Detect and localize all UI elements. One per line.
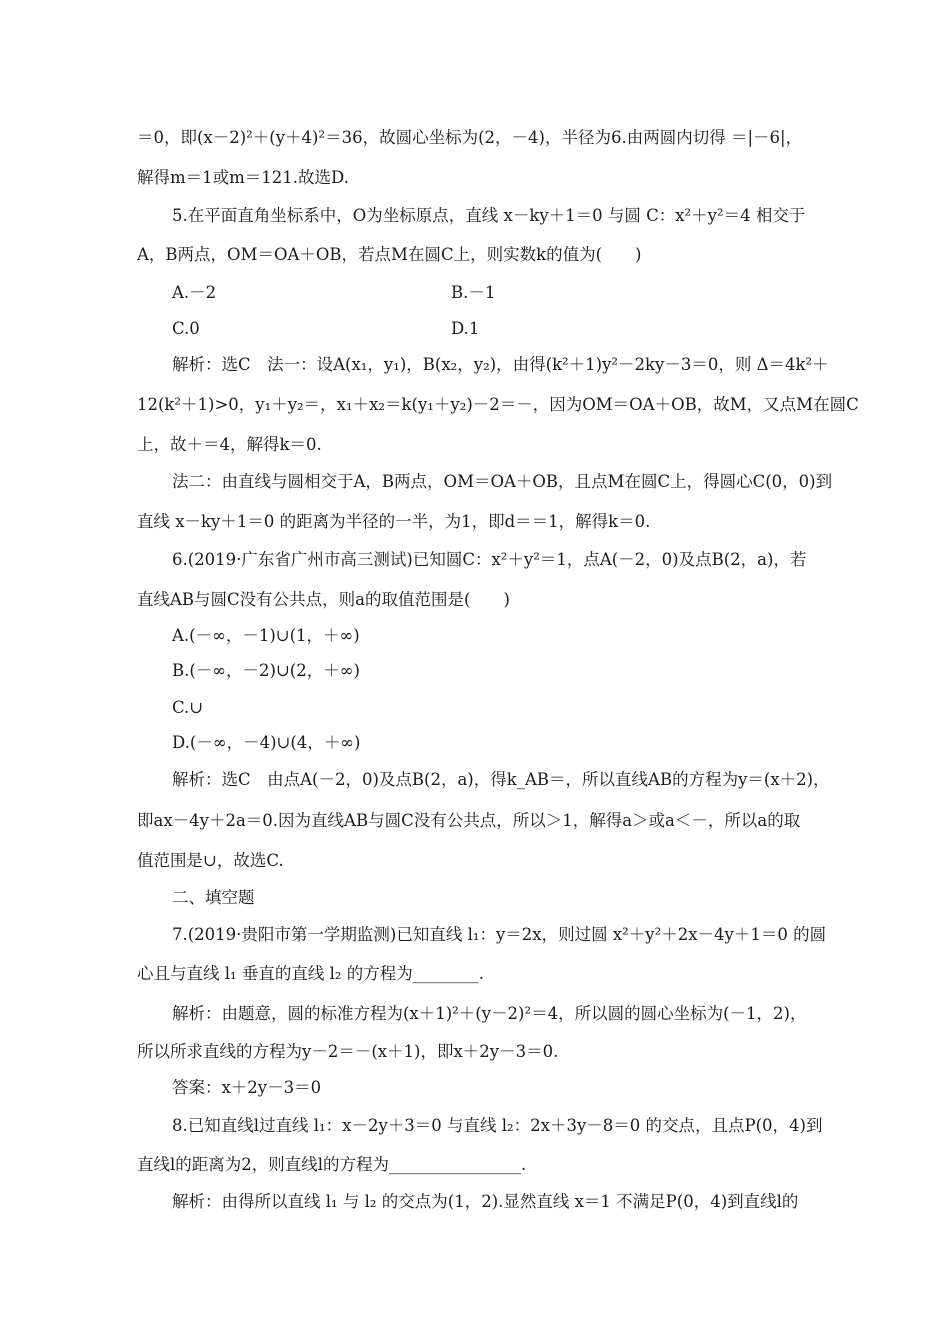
option-b: B.－1 <box>451 283 496 302</box>
solution-line: 法二：由直线与圆相交于A，B两点，OM＝OA＋OB，且点M在圆C上，得圆心C(0，0)到 <box>172 472 833 491</box>
option-d: D.1 <box>451 319 480 338</box>
section-heading: 二、填空题 <box>172 888 255 907</box>
option-a: A.(－∞，－1)∪(1，＋∞) <box>172 626 360 645</box>
question-7-stem: 心且与直线 l₁ 垂直的直线 l₂ 的方程为________. <box>137 964 485 983</box>
option-a: A.－2 <box>172 283 217 302</box>
solution-line: 解析：选C 法一：设A(x₁，y₁)，B(x₂，y₂)，由得(k²＋1)y²－2ky－3＝0，则 Δ＝4k²＋ <box>172 355 829 374</box>
solution-line: 所以所求直线的方程为y－2＝－(x＋1)，即x＋2y－3＝0. <box>137 1042 559 1061</box>
solution-line: 即ax－4y＋2a＝0.因为直线AB与圆C没有公共点，所以＞1，解得a＞或a＜－，所以a的取 <box>137 811 801 830</box>
option-d: D.(－∞，－4)∪(4，＋∞) <box>172 733 361 752</box>
solution-line: 解析：由题意，圆的标准方程为(x＋1)²＋(y－2)²＝4，所以圆的圆心坐标为(－1，2)， <box>172 1004 807 1023</box>
question-7-stem: 7.(2019·贵阳市第一学期监测)已知直线 l₁：y＝2x，则过圆 x²＋y²＋2x－4y＋1＝0 的圆 <box>172 925 827 944</box>
option-b: B.(－∞，－2)∪(2，＋∞) <box>172 661 360 680</box>
solution-line: 解析：选C 由点A(－2，0)及点B(2，a)，得k_AB＝，所以直线AB的方程为y＝(x＋2)， <box>172 770 830 789</box>
text-line: 解得m＝1或m＝121.故选D. <box>137 168 349 187</box>
solution-line: 12(k²＋1)>0，y₁＋y₂＝，x₁＋x₂＝k(y₁＋y₂)－2＝－，因为OM＝OA＋OB，故M，又点M在圆C <box>137 395 859 414</box>
question-6-stem: 直线AB与圆C没有公共点，则a的取值范围是( ) <box>137 590 510 609</box>
question-6-stem: 6.(2019·广东省广州市高三测试)已知圆C：x²＋y²＝1，点A(－2，0)及点B(2，a)，若 <box>172 550 807 569</box>
question-5-stem: A，B两点，OM＝OA＋OB，若点M在圆C上，则实数k的值为( ) <box>137 245 642 264</box>
answer-line: 答案：x＋2y－3＝0 <box>172 1078 322 1097</box>
option-c: C.0 <box>172 319 200 338</box>
text-line: ＝0，即(x－2)²＋(y＋4)²＝36，故圆心坐标为(2，－4)，半径为6.由两圆内切得 ＝|－6|， <box>137 128 803 147</box>
question-5-stem: 5.在平面直角坐标系中，O为坐标原点，直线 x－ky＋1＝0 与圆 C：x²＋y²＝4 相交于 <box>172 206 806 225</box>
solution-line: 直线 x－ky＋1＝0 的距离为半径的一半，为1，即d＝＝1，解得k＝0. <box>137 512 651 531</box>
solution-line: 值范围是∪，故选C. <box>137 851 284 870</box>
question-8-stem: 8.已知直线l过直线 l₁：x－2y＋3＝0 与直线 l₂：2x＋3y－8＝0 的交点，且点P(0，4)到 <box>172 1116 823 1135</box>
question-8-stem: 直线l的距离为2，则直线l的方程为________________. <box>137 1155 527 1174</box>
solution-line: 上，故＋＝4，解得k＝0. <box>137 435 322 454</box>
option-c: C.∪ <box>172 698 204 717</box>
solution-line: 解析：由得所以直线 l₁ 与 l₂ 的交点为(1，2).显然直线 x＝1 不满足P(0，4)到直线l的 <box>172 1192 799 1211</box>
